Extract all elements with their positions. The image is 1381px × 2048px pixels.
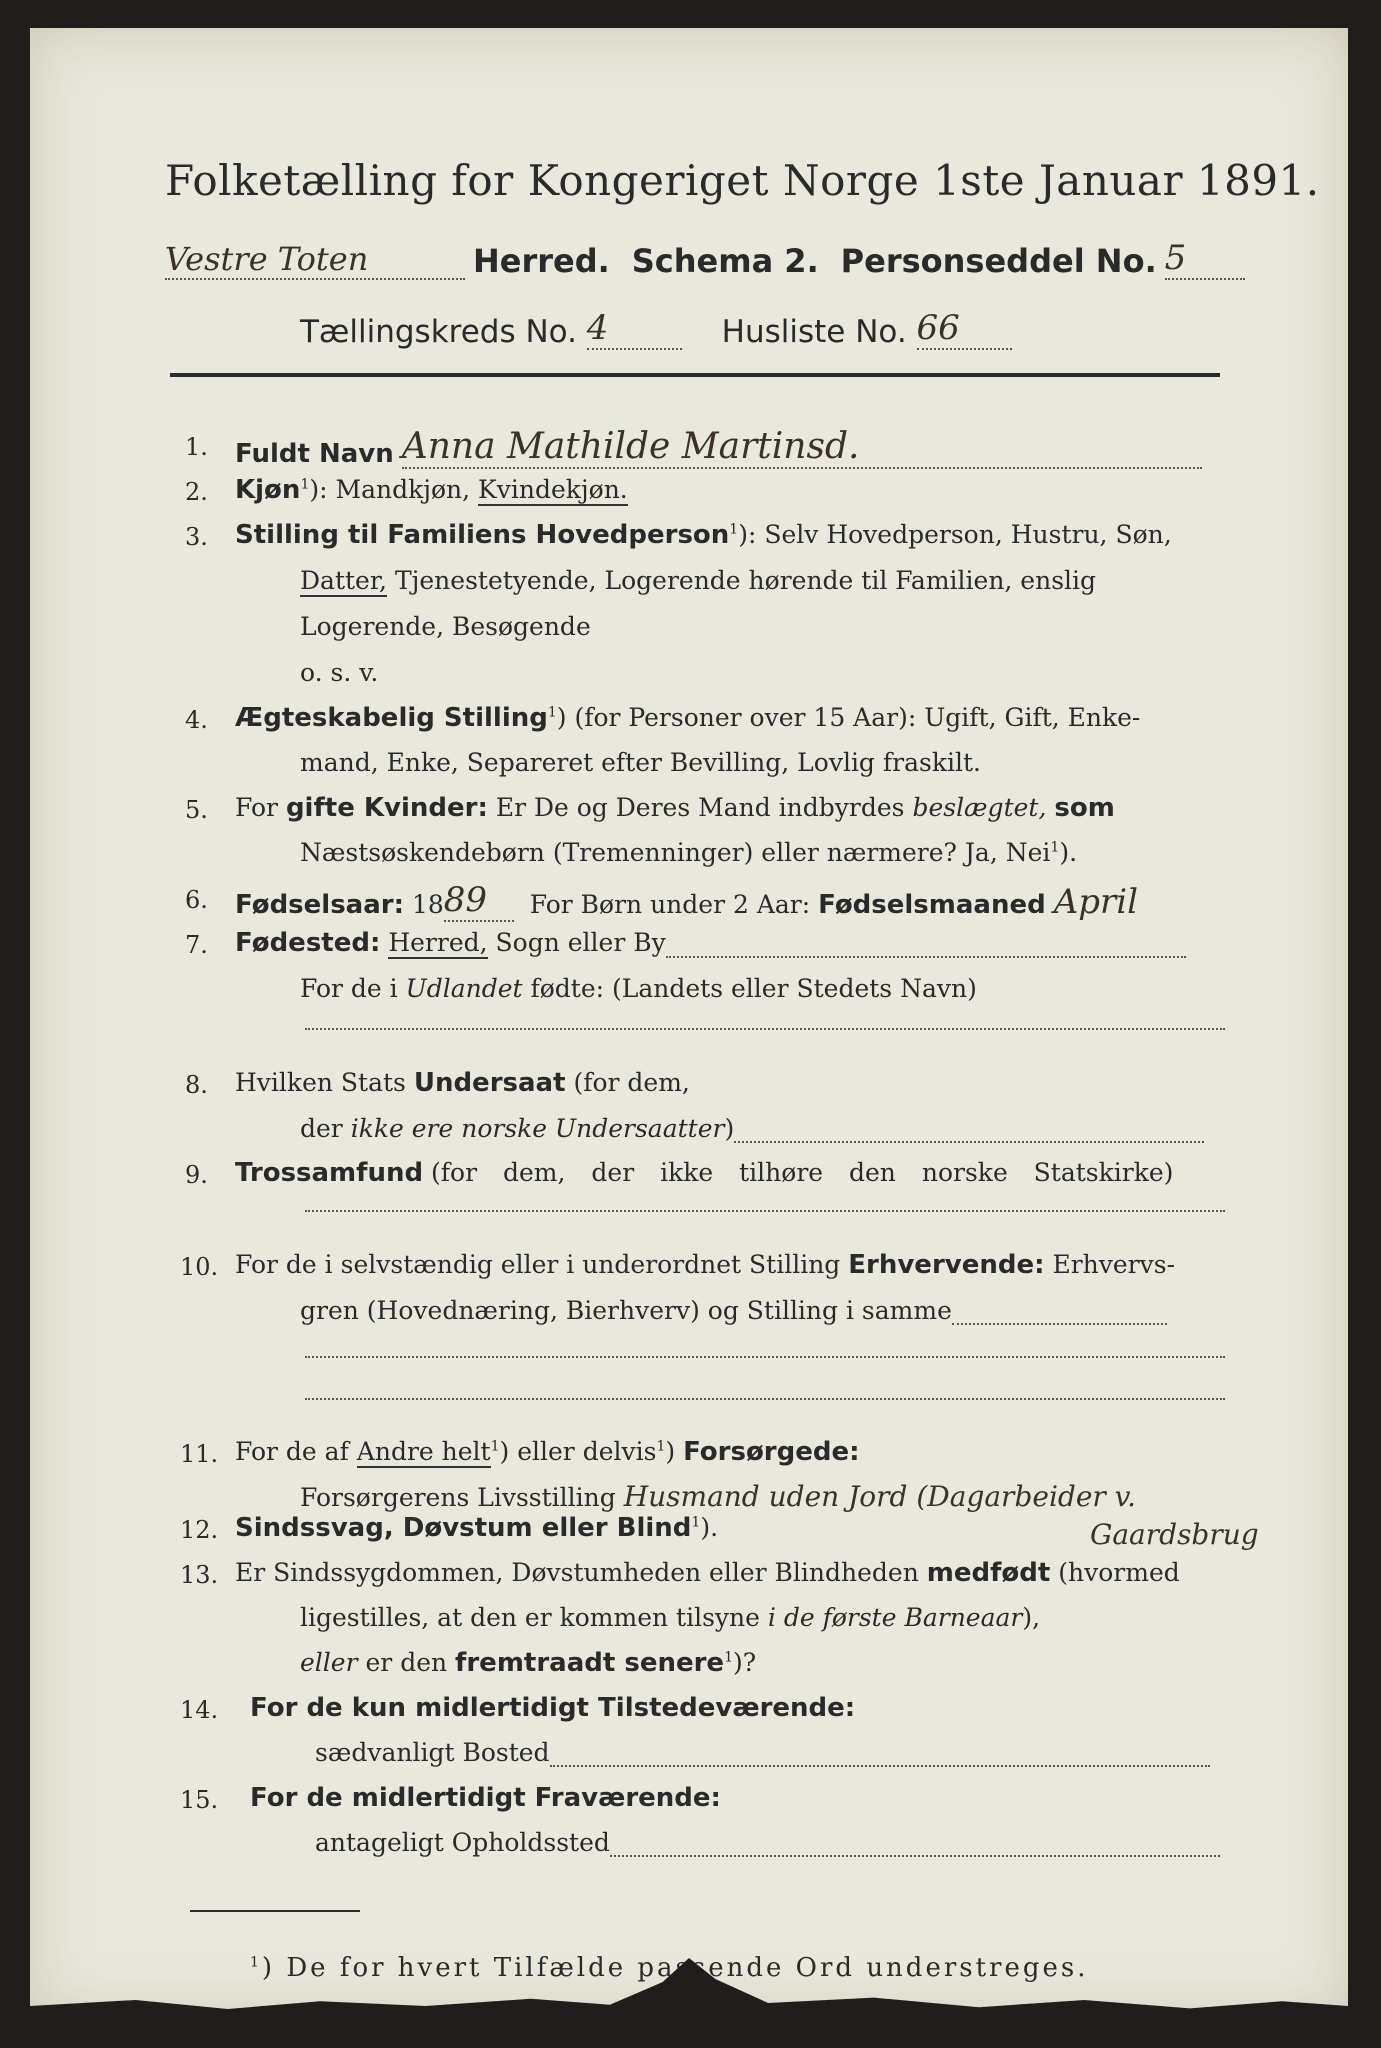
q8-label: Undersaat	[413, 1068, 566, 1098]
taellingskreds-line	[300, 308, 1012, 350]
q5-label2: gifte Kvinder:	[285, 793, 488, 823]
q7-text: Sogn eller By	[495, 928, 666, 957]
q11-text1a: For de af	[235, 1437, 349, 1466]
q3-number: 3.	[185, 523, 208, 551]
q5-number: 5.	[185, 796, 208, 824]
q12-sup: 1	[691, 1514, 701, 1531]
q13-row-3	[300, 1648, 756, 1678]
q11-text1b: ) eller delvis	[499, 1437, 657, 1466]
q3-text1: ): Selv Hovedperson, Hustru, Søn,	[738, 520, 1172, 549]
q13-text1b: (hvormed	[1058, 1558, 1180, 1587]
q2-text: ): Mandkjøn,	[309, 475, 471, 504]
form-title: Folketælling for Kongeriget Norge 1ste Januar 1891.	[165, 156, 1320, 205]
q10-label: Erhvervende:	[848, 1250, 1045, 1280]
q2-underlined: Kvindekjøn.	[478, 475, 628, 504]
q8-text1a: Hvilken Stats	[235, 1068, 406, 1097]
q9-text: (for dem, der ikke tilhøre den norske Statskirke)	[431, 1158, 1174, 1187]
q7-text2b: Udlandet	[405, 974, 523, 1003]
q6-text: For Børn under 2 Aar:	[529, 890, 811, 919]
q8-text2a: der	[300, 1114, 343, 1143]
q13-text2b: i de første Barneaar	[767, 1603, 1023, 1632]
q4-text2: mand, Enke, Separeret efter Bevilling, Lovlig fraskilt.	[300, 748, 981, 777]
q13-text3c: )?	[732, 1648, 757, 1677]
q15-number: 15.	[180, 1786, 219, 1814]
q11-value1: Husmand uden Jord (Dagarbeider v.	[623, 1480, 1137, 1513]
q5-text3: ).	[1059, 838, 1078, 867]
q5-text1c: som	[1054, 793, 1115, 823]
q13-row-2	[300, 1603, 1040, 1632]
q11-text2: Forsørgerens Livsstilling	[300, 1483, 616, 1512]
q11-label: Forsørgede:	[683, 1437, 860, 1467]
q5-sup: 1	[1050, 839, 1060, 856]
q13-number: 13.	[180, 1561, 219, 1589]
q6-label: Fødselsaar:	[235, 890, 404, 920]
q9-number: 9.	[185, 1161, 208, 1189]
q13-text2c: ),	[1022, 1603, 1041, 1632]
q5-label1: For	[235, 793, 278, 822]
q11-text1c: )	[665, 1437, 676, 1466]
q2-label: Kjøn	[235, 475, 301, 505]
q8-row-2: der ikke ere norske Undersaatter)	[300, 1114, 1204, 1143]
footnote-marker: 1	[250, 1954, 262, 1971]
q6-label2: Fødselsmaaned	[818, 890, 1046, 920]
q5-text1b: beslægtet,	[912, 793, 1047, 822]
q7-label: Fødested:	[235, 928, 381, 958]
q11-sup: 1	[490, 1438, 500, 1455]
q2-sup: 1	[300, 476, 310, 493]
q10-row-2	[300, 1296, 1167, 1325]
census-form-page	[30, 28, 1348, 2018]
header-divider	[170, 373, 1220, 377]
torn-edge	[30, 1958, 1348, 2018]
q8-text2b: ikke ere norske Undersaatter	[350, 1114, 725, 1143]
herred-value: Vestre Toten	[165, 240, 369, 278]
q15-text: antageligt Opholdssted	[315, 1828, 610, 1857]
q7-blank-line	[305, 1028, 1225, 1030]
q9-row	[235, 1158, 1173, 1188]
q11-row-2	[300, 1480, 1136, 1513]
q14-label: For de kun midlertidigt Tilstedeværende:	[250, 1693, 856, 1723]
q10-text2: gren (Hovednæring, Bierhverv) og Stilling i samme	[300, 1296, 952, 1325]
q12-text: ).	[700, 1513, 719, 1542]
q3-text3: Logerende, Besøgende	[300, 612, 591, 641]
q10-text1a: For de i selvstændig eller i underordnet Stilling	[235, 1250, 841, 1279]
q13-sup: 1	[724, 1649, 733, 1666]
taellingskreds-label: Tællingskreds No.	[300, 314, 577, 350]
q13-label2: fremtraadt senere	[455, 1648, 725, 1678]
q3-text2: Tjenestetyende, Logerende hørende til Familien, enslig	[394, 566, 1097, 595]
q11-underlined: Andre helt	[356, 1437, 491, 1466]
footnote-divider	[190, 1910, 360, 1912]
q6-row	[235, 880, 1138, 922]
q3-underlined: Datter,	[300, 566, 387, 595]
q10-row-1	[235, 1250, 1175, 1280]
q3-row-2	[300, 566, 1096, 595]
q4-row-1	[235, 703, 1140, 733]
q1-row	[235, 426, 1202, 469]
q4-text1: ) (for Personer over 15 Aar): Ugift, Gift, Enke-	[556, 703, 1141, 732]
q13-text2a: ligestilles, at den er kommen tilsyne	[300, 1603, 760, 1632]
q7-row-2	[300, 974, 977, 1003]
q5-row-2	[300, 838, 1077, 867]
q7-number: 7.	[185, 931, 208, 959]
husliste-label: Husliste No.	[721, 314, 907, 350]
herred-line	[165, 238, 1245, 280]
q15-row-2	[315, 1828, 1220, 1857]
schema-label: Schema 2.	[631, 242, 819, 280]
q15-label: For de midlertidigt Fraværende:	[250, 1783, 721, 1813]
q1-label: Fuldt Navn	[235, 439, 394, 469]
q5-text2: Næstsøskendebørn (Tremenninger) eller nærmere? Ja, Nei	[300, 838, 1051, 867]
personseddel-value: 5	[1164, 238, 1187, 278]
q13-text3b: er den	[365, 1648, 448, 1677]
q11-value2: Gaardsbrug	[1090, 1518, 1259, 1551]
q5-text1a: Er De og Deres Mand indbyrdes	[495, 793, 905, 822]
q11-number: 11.	[180, 1440, 219, 1468]
q3-sup: 1	[729, 521, 739, 538]
q4-number: 4.	[185, 706, 208, 734]
q10-blank-line-1	[305, 1356, 1225, 1358]
q7-text2c: fødte: (Landets eller Stedets Navn)	[530, 974, 977, 1003]
q8-number: 8.	[185, 1071, 208, 1099]
q4-label: Ægteskabelig Stilling	[235, 703, 548, 733]
q3-row-1	[235, 520, 1172, 550]
q7-row-1	[235, 928, 1186, 958]
q11-row-1: For de af Andre helt$^1$) eller delvis$^1$) Forsørgede:	[235, 1437, 860, 1467]
q10-number: 10.	[180, 1253, 219, 1281]
q2-number: 2.	[185, 478, 208, 506]
q4-sup: 1	[547, 704, 557, 721]
q3-label: Stilling til Familiens Hovedperson	[235, 520, 730, 550]
q6-number: 6.	[185, 886, 208, 914]
husliste-value: 66	[916, 308, 960, 348]
q8-row-1	[235, 1068, 690, 1098]
q10-text1b: Erhvervs-	[1052, 1250, 1176, 1279]
q12-row	[235, 1513, 718, 1543]
q7-text2a: For de i	[300, 974, 398, 1003]
footnote-text: ) De for hvert Tilfælde passende Ord understreges.	[261, 1953, 1089, 1983]
q2-row	[235, 475, 628, 505]
herred-label: Herred.	[472, 242, 610, 280]
q14-row-2	[315, 1738, 1210, 1767]
q9-label: Trossamfund	[235, 1158, 424, 1188]
personseddel-label: Personseddel No.	[840, 242, 1157, 280]
q12-number: 12.	[180, 1516, 219, 1544]
q13-label: medfødt	[926, 1558, 1051, 1588]
q10-blank-line-2	[305, 1398, 1225, 1400]
q6-year-value: 89	[443, 880, 488, 920]
q14-text: sædvanligt Bosted	[315, 1738, 550, 1767]
q1-value: Anna Mathilde Martinsd.	[401, 426, 860, 467]
q9-blank-line	[305, 1210, 1225, 1212]
q14-number: 14.	[180, 1696, 219, 1724]
q3-text4: o. s. v.	[300, 658, 379, 687]
q8-text1b: (for dem,	[573, 1068, 690, 1097]
q1-number: 1.	[185, 433, 208, 461]
q13-row-1	[235, 1558, 1180, 1588]
q5-row-1	[235, 793, 1115, 823]
taellingskreds-value: 4	[586, 308, 609, 348]
q6-month-value: April	[1053, 882, 1139, 922]
q6-prefix: 18	[411, 890, 444, 919]
q13-text3a: eller	[300, 1648, 358, 1677]
q12-label: Sindssvag, Døvstum eller Blind	[235, 1513, 692, 1543]
q7-underlined: Herred,	[388, 928, 488, 957]
q13-text1a: Er Sindssygdommen, Døvstumheden eller Blindheden	[235, 1558, 919, 1587]
